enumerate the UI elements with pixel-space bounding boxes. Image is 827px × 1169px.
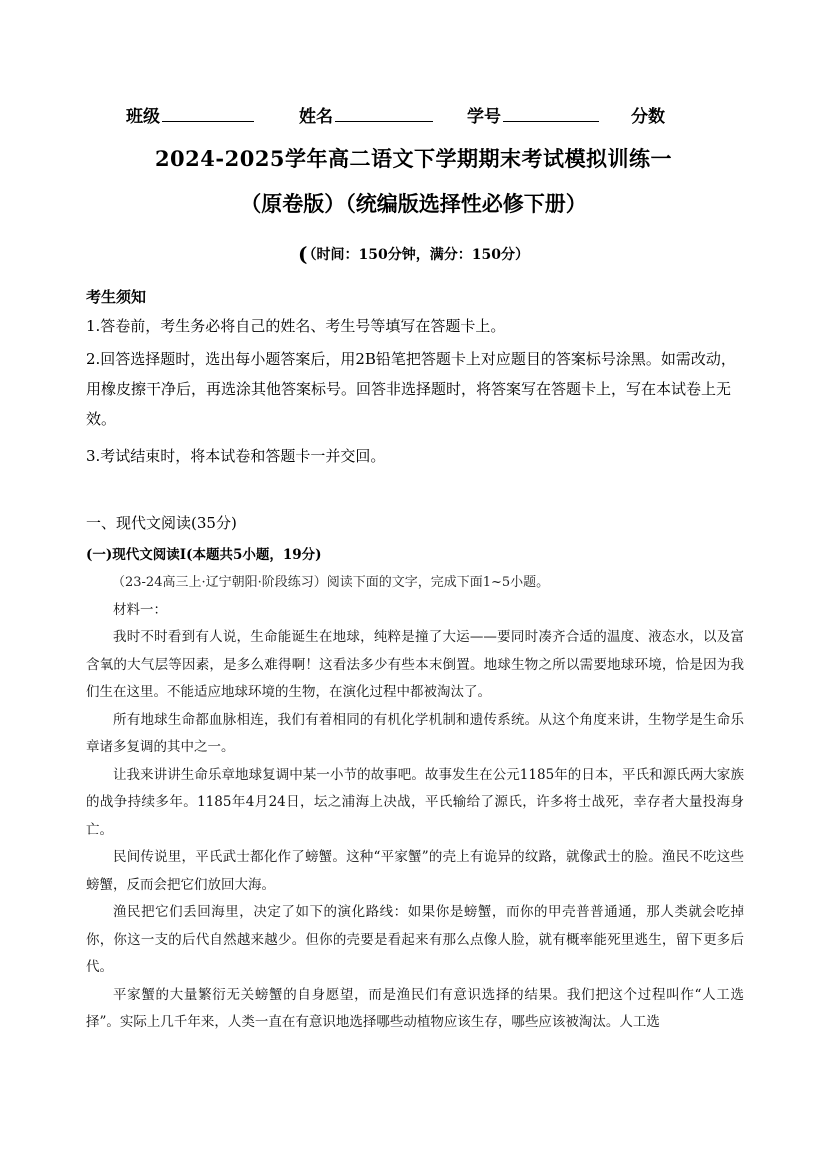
passage-source: （23-24高三上·辽宁朝阳·阶段练习）阅读下面的文字，完成下面1~5小题。 — [112, 575, 550, 590]
class-field — [126, 102, 254, 127]
passage-paragraph: 所有地球生命都血脉相连，我们有着相同的有机化学机制和遗传系统。从这个角度来讲，生物学是生命乐章诸多复调的其中之一。 — [86, 711, 744, 755]
id-field — [467, 102, 599, 127]
name-field — [299, 102, 433, 127]
section-title: 一、现代文阅读(35分) — [86, 514, 237, 532]
class-label: 班级 — [126, 107, 160, 127]
passage-paragraph: 让我来讲讲生命乐章地球复调中某一小节的故事吧。故事发生在公元1185年的日本，平氏和源氏两大家族的战争持续多年。1185年4月24日，坛之浦海上决战，平氏输给了源氏，许多将士战死，幸存者大量投海身亡。 — [86, 766, 744, 838]
section-subtitle: (一)现代文阅读Ⅰ(本题共5小题，19分) — [86, 547, 322, 563]
passage-paragraph: 民间传说里，平氏武士都化作了螃蟹。这种“平家蟹”的壳上有诡异的纹路，就像武士的脸。渔民不吃这些螃蟹，反而会把它们放回大海。 — [86, 849, 744, 893]
exam-time-info — [0, 242, 827, 266]
passage-paragraph: 我时不时看到有人说，生命能诞生在地球，纯粹是撞了大运——要同时凑齐合适的温度、液态水，以及富含氧的大气层等因素，是多么难得啊！这看法多少有些本末倒置。地球生物之所以需要地球环境，恰是因为我们生在这里。不能适应地球环境的生物，在演化过程中都被淘汰了。 — [86, 629, 744, 700]
exam-subtitle: （原卷版）（统编版选择性必修下册） — [240, 191, 587, 216]
name-label: 姓名 — [299, 107, 333, 127]
id-blank — [503, 107, 599, 122]
notice-item-2: 2.回答选择题时，选出每小题答案后，用2B铅笔把答题卡上对应题目的答案标号涂黑。如需改动，用橡皮擦干净后，再选涂其他答案标号。回答非选择题时，将答案写在答题卡上，写在本试卷上无效。 — [86, 350, 736, 428]
id-label: 学号 — [467, 107, 501, 127]
passage-paragraph: 平家蟹的大量繁衍无关螃蟹的自身愿望，而是渔民们有意识选择的结果。我们把这个过程叫作“人工选择”。实际上几千年来，人类一直在有意识地选择哪些动植物应该生存，哪些应该被淘汰。人工选 — [86, 986, 744, 1030]
passage-paragraph: 渔民把它们丢回海里，决定了如下的演化路线：如果你是螃蟹，而你的甲壳普普通通，那人类就会吃掉你，你这一支的后代自然越来越少。但你的壳要是看起来有那么点像人脸，就有概率能死里逃生，留下更多后代。 — [86, 904, 744, 975]
notice-heading: 考生须知 — [86, 288, 147, 306]
class-blank — [162, 107, 254, 122]
score-label: 分数 — [631, 107, 665, 127]
exam-title: 2024-2025学年高二语文下学期期末考试模拟训练一 — [154, 146, 673, 171]
name-blank — [335, 107, 433, 122]
material-label: 材料一： — [113, 601, 167, 618]
reading-passage — [86, 569, 744, 1037]
open-paren: ( — [298, 242, 308, 266]
notice-item-1: 1.答卷前，考生务必将自己的姓名、考生号等填写在答题卡上。 — [86, 317, 506, 335]
notice-item-3: 3.考试结束时，将本试卷和答题卡一并交回。 — [86, 447, 386, 465]
time-score-text: （时间：150分钟，满分：150分） — [309, 247, 529, 263]
